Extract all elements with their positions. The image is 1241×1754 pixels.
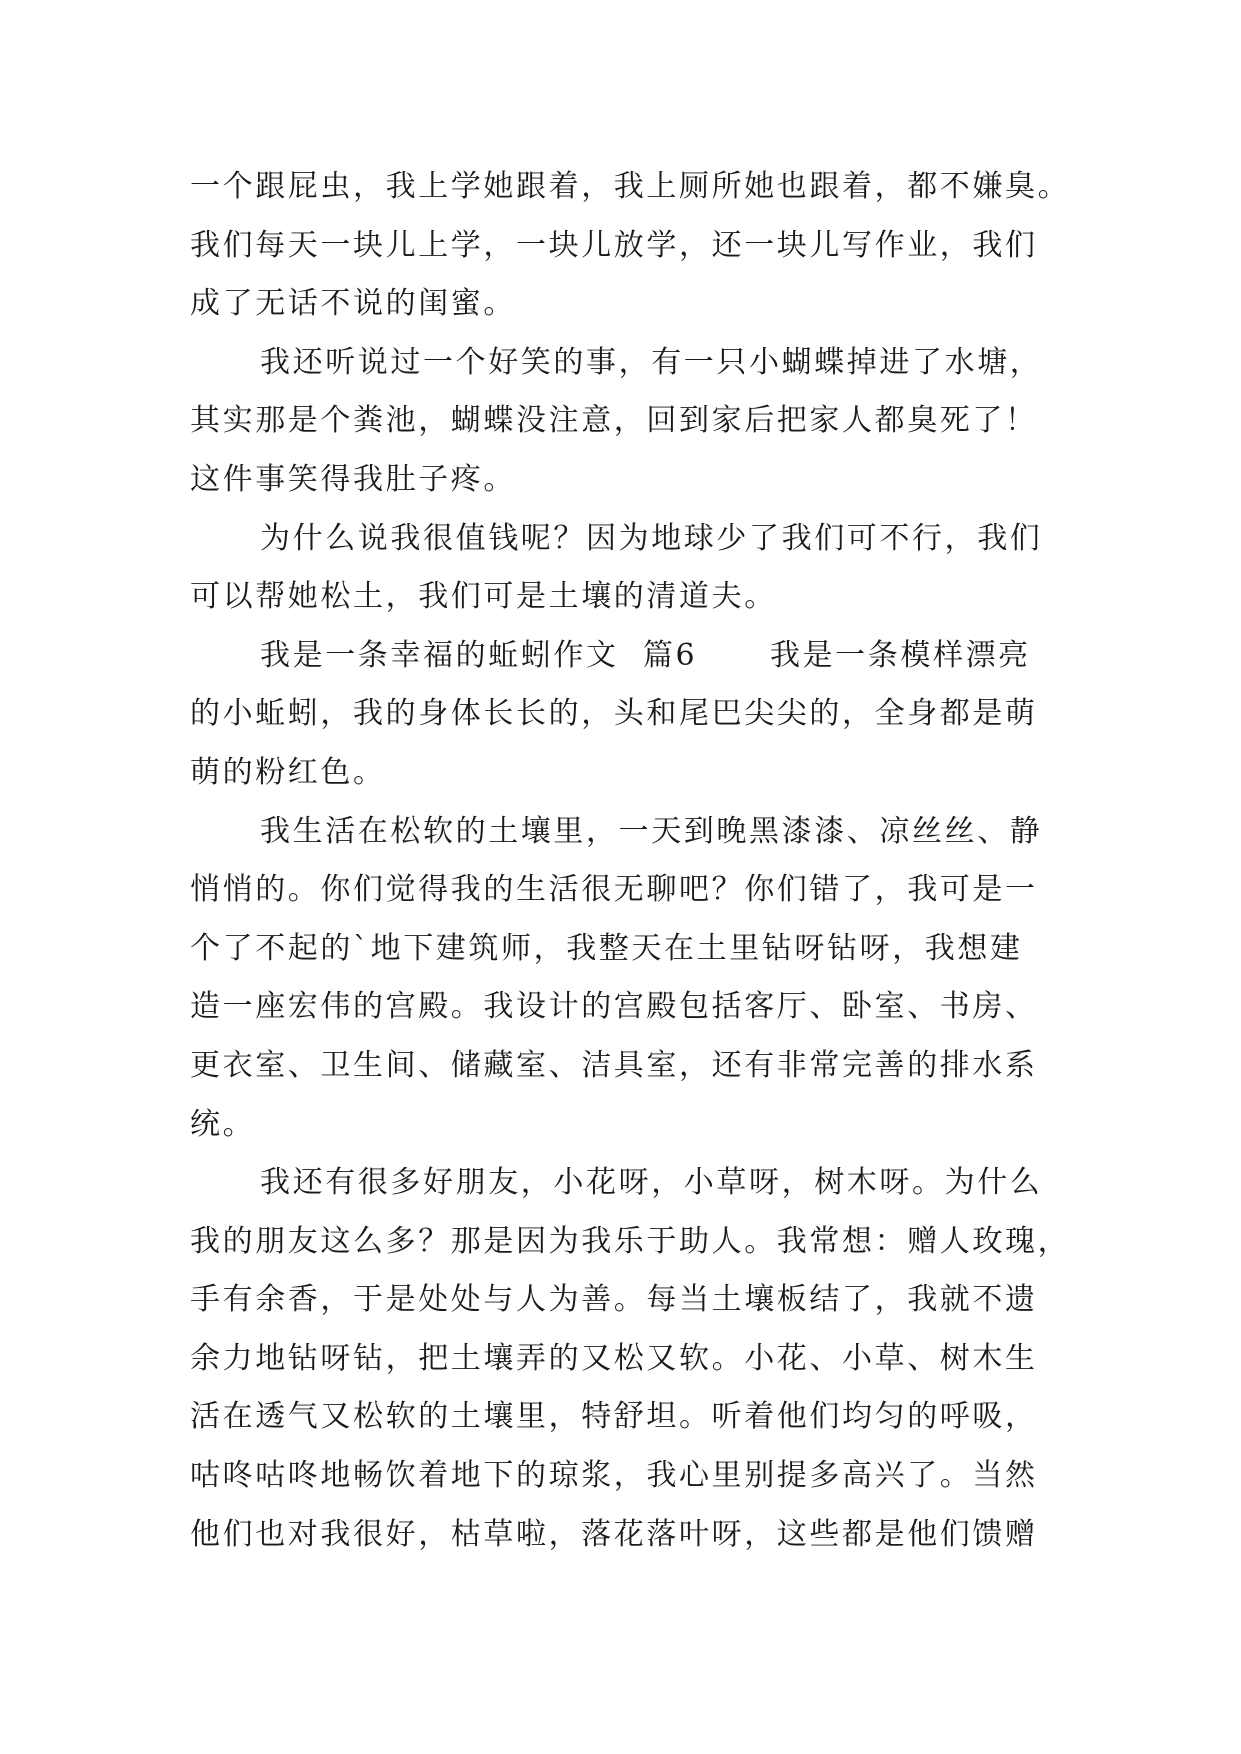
text-line: 造一座宏伟的宫殿。我设计的宫殿包括客厅、卧室、书房、: [190, 989, 1038, 1025]
paragraph-start-line: 我还听说过一个好笑的事，有一只小蝴蝶掉进了水塘，: [260, 344, 1043, 380]
text-line: 他们也对我很好，枯草啦，落花落叶呀，这些都是他们馈赠: [190, 1516, 1038, 1552]
text-line: 咕咚咕咚地畅饮着地下的琼浆，我心里别提多高兴了。当然: [190, 1458, 1038, 1494]
text-line: 萌的粉红色。: [190, 754, 386, 790]
text-line: 可以帮她松土，我们可是土壤的清道夫。: [190, 579, 777, 615]
text-line: 手有余香，于是处处与人为善。每当土壤板结了，我就不遗: [190, 1282, 1038, 1318]
text-line: 我的朋友这么多？那是因为我乐于助人。我常想：赠人玫瑰，: [190, 1223, 1071, 1259]
text-line: 更衣室、卫生间、储藏室、洁具室，还有非常完善的排水系: [190, 1047, 1038, 1083]
text-line: 活在透气又松软的土壤里，特舒坦。听着他们均匀的呼吸，: [190, 1399, 1038, 1435]
paragraph-start-line: 我生活在松软的土壤里，一天到晚黑漆漆、凉丝丝、静: [260, 813, 1043, 849]
text-line: 统。: [190, 1106, 256, 1142]
text-line: 这件事笑得我肚子疼。: [190, 461, 516, 497]
text-line: 的小蚯蚓，我的身体长长的，头和尾巴尖尖的，全身都是萌: [190, 696, 1038, 732]
text-line: 我们每天一块儿上学，一块儿放学，还一块儿写作业，我们: [190, 227, 1038, 263]
document-page: [190, 158, 1071, 1564]
text-line: 一个跟屁虫，我上学她跟着，我上厕所她也跟着，都不嫌臭。: [190, 169, 1071, 204]
section-heading-line: 我是一条幸福的蚯蚓作文 篇6 我是一条模样漂亮: [260, 637, 1031, 673]
paragraph-start-line: 为什么说我很值钱呢？因为地球少了我们可不行，我们: [260, 520, 1043, 556]
paragraph-start-line: 我还有很多好朋友，小花呀，小草呀，树木呀。为什么: [260, 1165, 1043, 1201]
text-line: 成了无话不说的闺蜜。: [190, 286, 516, 322]
text-line: 余力地钻呀钻，把土壤弄的又松又软。小花、小草、树木生: [190, 1340, 1038, 1376]
text-line: 悄悄的。你们觉得我的生活很无聊吧？你们错了，我可是一: [190, 872, 1038, 908]
text-line: 个了不起的`地下建筑师，我整天在土里钻呀钻呀，我想建: [190, 930, 1023, 966]
text-line: 其实那是个粪池，蝴蝶没注意，回到家后把家人都臭死了！: [190, 403, 1038, 439]
